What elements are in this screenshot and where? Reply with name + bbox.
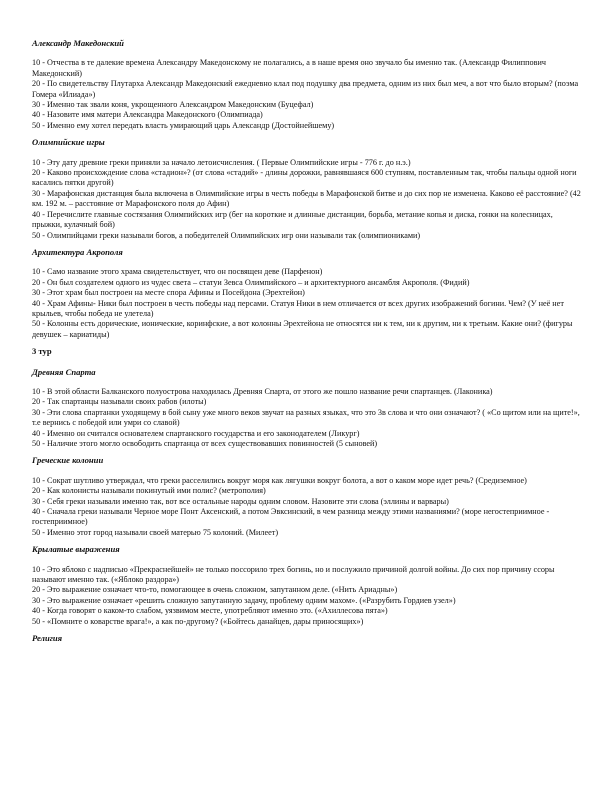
question-item: 10 - Это яблоко с надписью «Прекраснейшей» не только поссорило трех богинь, но и послужило причиной долгой войны. До сих пор причину ссоры называют именно так. («Яблоко раздора») bbox=[32, 564, 555, 585]
question-item: 10 - Само название этого храма свидетельствует, что он посвящен деве (Парфенон) bbox=[32, 267, 323, 277]
section-acropolis bbox=[32, 247, 584, 340]
question-item: 20 - Он был создателем одного из чудес света – статуи Зевса Олимпийского – и архитектурного ансамбля Акрополя. (Фидий) bbox=[32, 277, 470, 287]
section-greek-colonies bbox=[32, 455, 584, 538]
section-olympic-games bbox=[32, 137, 584, 241]
round-heading: 3 тур bbox=[32, 346, 52, 357]
question-item: 20 - Каково происхождение слова «стадион»? (от слова «стадий» - длины дорожки, равнявшаяся 600 ступням, поставленным так, чтобы пальцы одной ноги касались пятки другой) bbox=[32, 168, 577, 188]
section-title: Крылатые выражения bbox=[32, 544, 120, 555]
section-alexander bbox=[32, 38, 584, 131]
question-item: 30 - Эти слова спартанки уходящему в бой сыну уже много веков звучат на разных языках, что это 3в слова и что они означают? ( «Со щитом или на щите!», т.е вернись с победой или умри со славой) bbox=[32, 407, 580, 428]
question-item: 40 - Именно он считался основателем спартанского государства и его законодателем (Ликург) bbox=[32, 428, 360, 438]
section-title: Олимпийские игры bbox=[32, 137, 105, 148]
question-item: 30 - Себя греки называли именно так, вот все остальные народы одним словом. Назовите эти слова (эллины и варвары) bbox=[32, 496, 449, 506]
question-item: 10 - Сократ шутливо утверждал, что греки расселились вокруг моря как лягушки вокруг болота, а вот о каком море идет речь? (Средиземное) bbox=[32, 475, 527, 485]
question-item: 50 - «Помните о коварстве врага!», а как по-другому? («Бойтесь данайцев, дары приносящих») bbox=[32, 616, 364, 626]
question-item: 30 - Марафонская дистанция была включена в Олимпийские игры в честь победы в Марафонской битве и до сих пор не изменена. Каково её расстояние? (42 км. 192 м. – расстояние от Марафонского поля до Афин) bbox=[32, 188, 581, 209]
question-list bbox=[32, 565, 584, 627]
question-item: 50 - Именно ему хотел передать власть умирающий царь Александр (Достойнейшему) bbox=[32, 120, 335, 130]
section-title: Древняя Спарта bbox=[32, 366, 96, 377]
question-item: 20 - Это выражение означает что-то, помогающее в очень сложном, запутанном деле. («Нить Ариадны») bbox=[32, 585, 398, 595]
question-item: 30 - Это выражение означает «решить сложную запутанную задачу, проблему одним махом». («Разрубить Гордиев узел») bbox=[32, 595, 456, 605]
question-item: 40 - Перечислите главные состязания Олимпийских игр (бег на короткие и длинные дистанции, борьба, метание копья и диска, гонки на колесницах, прыжки, кулачный бой) bbox=[32, 209, 553, 230]
question-item: 40 - Сначала греки называли Черное море Понт Аксенский, а потом Эвксинский, в чем разница между этими названиями? (море негостеприимное - гостеприимное) bbox=[32, 507, 550, 527]
question-item: 50 - Олимпийцами греки называли богов, а победителей Олимпийских игр они называли так (олимпиониками) bbox=[32, 230, 421, 240]
question-item: 10 - Отчества в те далекие времена Александру Македонскому не полагались, а в наше время оно звучало бы именно так. (Александр Филиппович Македонский) bbox=[32, 58, 546, 78]
section-idioms bbox=[32, 544, 584, 627]
question-list bbox=[32, 267, 584, 340]
section-title: Архитектура Акрополя bbox=[32, 246, 123, 257]
question-item: 20 - Так спартанцы называли своих рабов (илоты) bbox=[32, 397, 207, 407]
question-list bbox=[32, 158, 584, 241]
section-ancient-sparta bbox=[32, 367, 584, 450]
question-item: 20 - Как колонисты называли покинутый ими полис? (метрополия) bbox=[32, 486, 266, 496]
section-title: Религия bbox=[32, 633, 63, 644]
question-item: 30 - Этот храм был построен на месте спора Афины и Посейдона (Эрехтейон) bbox=[32, 288, 305, 298]
question-item: 40 - Когда говорят о каком-то слабом, уязвимом месте, употребляют именно это. («Ахиллесова пята») bbox=[32, 606, 388, 616]
question-item: 50 - Колонны есть дорические, ионические, коринфские, а вот колонны Эрехтейона не относятся ни к тем, ни к другим, ни к третьим. Какие они? (фигуры девушек – кариатиды) bbox=[32, 319, 573, 339]
question-item: 30 - Именно так звали коня, укрощенного Александром Македонским (Буцефал) bbox=[32, 100, 314, 110]
section-religion bbox=[32, 633, 584, 643]
question-item: 20 - По свидетельству Плутарха Александр Македонский ежедневно клал под подушку два предмета, одним из них был меч, а вот что было вторым? (поэма Гомера «Илиада») bbox=[32, 79, 579, 99]
question-item: 50 - Наличие этого могло освободить спартанца от всех существовавших повинностей (5 сыновей) bbox=[32, 439, 378, 448]
question-item: 10 - В этой области Балканского полуострова находилась Древняя Спарта, от этого же пошло название речи спартанцев. (Лаконика) bbox=[32, 386, 493, 396]
question-list bbox=[32, 476, 584, 538]
question-item: 50 - Именно этот город называли своей матерью 75 колоний. (Милеет) bbox=[32, 527, 279, 537]
question-list bbox=[32, 58, 584, 131]
document-page bbox=[32, 38, 584, 654]
question-list bbox=[32, 387, 584, 449]
section-title: Греческие колонии bbox=[32, 455, 104, 466]
question-item: 40 - Назовите имя матери Александра Македонского (Олимпиада) bbox=[32, 110, 263, 120]
question-item: 10 - Эту дату древние греки приняли за начало летоисчисления. ( Первые Олимпийские игры - 776 г. до н.э.) bbox=[32, 157, 411, 167]
section-title: Александр Македонский bbox=[32, 38, 124, 48]
question-item: 40 - Храм Афины- Ники был построен в честь победы над персами. Статуя Ники в нем отличается от всех других изображений богини. Чем? (У неё нет крыльев, чтобы победа не улетела) bbox=[32, 298, 564, 318]
